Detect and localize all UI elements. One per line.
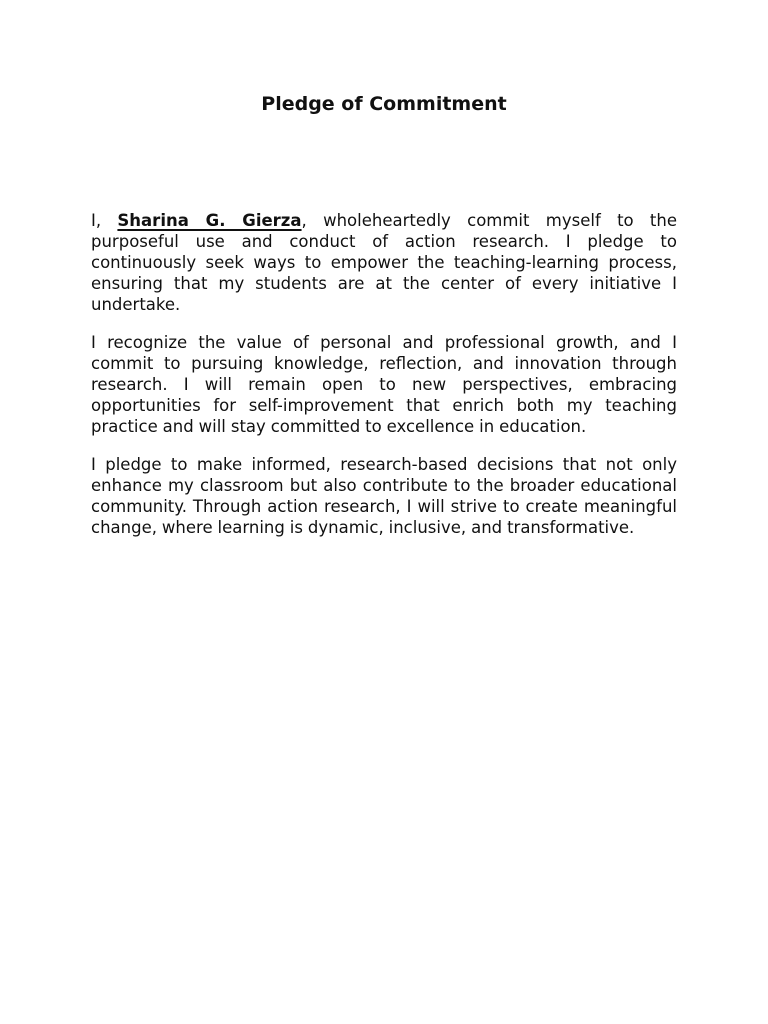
pledge-paragraph-1: [91, 210, 677, 315]
document-body: [91, 210, 677, 555]
pledge-prefix: I,: [91, 211, 118, 230]
pledge-paragraph-3: I pledge to make informed, research-based decisions that not only enhance my classroom but also contribute to the broader educational community. Through action research, I will strive to create meaningful change, where learning is dynamic, inclusive, and transformative.: [91, 455, 677, 537]
pledge-paragraph-1-text: , wholeheartedly commit myself to the purposeful use and conduct of action research. I pledge to continuously seek ways to empower the teaching-learning process, ensuring that my students are at the center of every initiative I undertake.: [91, 211, 678, 314]
document-title: Pledge of Commitment: [261, 93, 507, 115]
pledge-paragraph-2: I recognize the value of personal and professional growth, and I commit to pursuing knowledge, reflection, and innovation through research. I will remain open to new perspectives, embracing opportunities for self-improvement that enrich both my teaching practice and will stay committed to excellence in education.: [91, 333, 677, 436]
pledger-name: Sharina G. Gierza: [117, 211, 302, 230]
